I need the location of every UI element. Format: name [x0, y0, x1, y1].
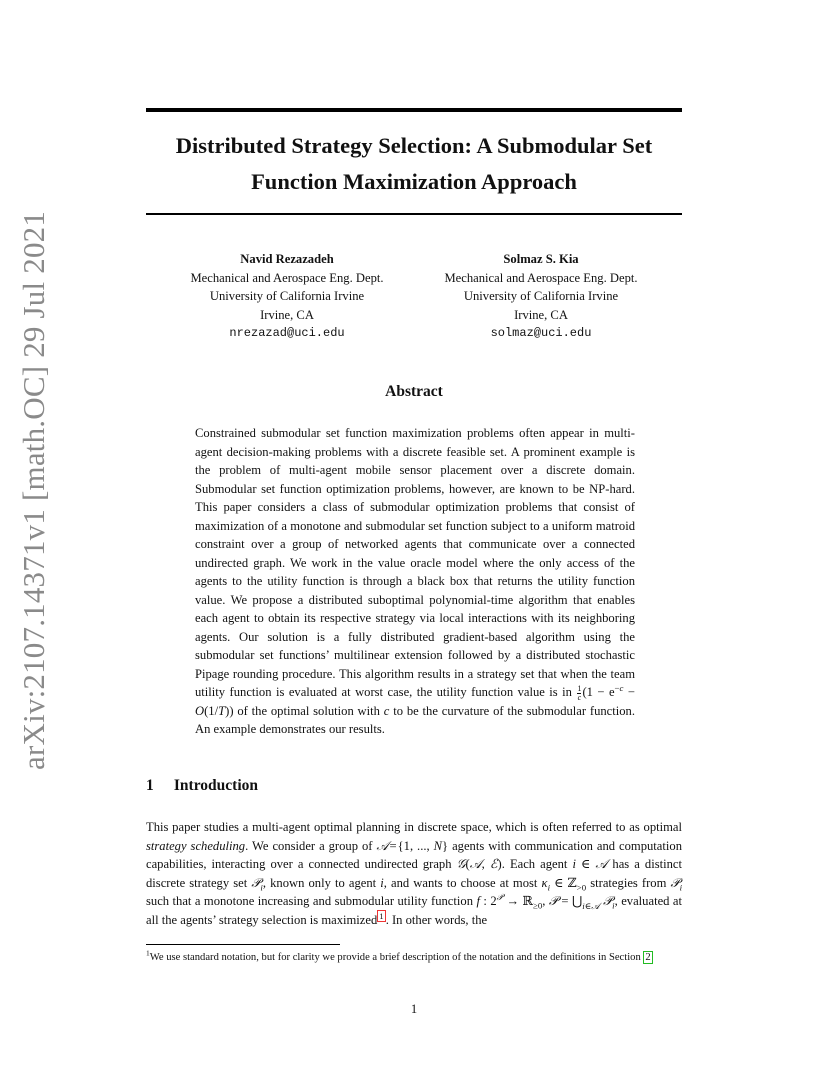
bound-formula: $\frac{1}{c}$ $(1 - e^{-c} - O(1/T))$	[195, 682, 635, 718]
author-block-2	[421, 250, 661, 343]
abstract-body	[195, 424, 635, 739]
formula-agent-set: 𝒜 = {1, ..., N}	[376, 837, 449, 853]
section-number: 1	[146, 777, 154, 794]
arxiv-stamp: arXiv:2107.14371v1 [math.OC] 29 Jul 2021	[16, 210, 51, 770]
paper-title	[146, 128, 682, 200]
footnote-text: We use standard notation, but for clarity we provide a brief description of the notation and the definitions in Section	[149, 952, 641, 963]
title-rule-bottom	[146, 213, 682, 215]
intro-text: agents with communication and computation capabilities, interacting over a connected undirected graph	[146, 838, 682, 872]
footnote-link[interactable]: 1	[379, 910, 384, 921]
author-dept: Mechanical and Aerospace Eng. Dept.	[444, 270, 638, 285]
page-number: 1	[410, 1002, 418, 1016]
intro-text: . We consider a group of	[245, 838, 373, 853]
intro-text: such that a monotone increasing and submodular utility function	[146, 894, 473, 909]
intro-text: , evaluated at all the agents’ strategy selection is maximized	[146, 894, 682, 927]
formula-agent-index: i	[380, 875, 384, 890]
author-name: Solmaz S. Kia	[503, 252, 579, 266]
footnote-rule	[146, 944, 340, 945]
formula-union: 𝒫 = $⋃_{i\in 𝒜}$ 𝒫$_i$	[548, 893, 615, 912]
footnote-mark: 1	[146, 948, 150, 958]
intro-text: . In other words, the	[385, 912, 488, 927]
abstract-text-3: to be the curvature of the submodular function. An example demonstrates our results.	[195, 703, 636, 737]
intro-text: . Each agent	[501, 857, 568, 872]
intro-text: This paper studies a multi-agent optimal planning in discrete space, which is often referred to as optimal	[146, 820, 682, 834]
title-rule-top	[146, 108, 682, 112]
formula-utility: f : $2^𝒫$ → ℝ$_{\ge 0}$,	[476, 893, 546, 911]
author-email[interactable]: solmaz@uci.edu	[490, 326, 592, 340]
author-univ: University of California Irvine	[209, 289, 365, 303]
author-name: Navid Rezazadeh	[240, 252, 334, 266]
title-line-2: Function Maximization Approach	[251, 169, 577, 194]
author-univ: University of California Irvine	[463, 289, 619, 303]
formula-strategy-set: 𝒫$_i$	[670, 874, 683, 893]
formula-agent-member: i ∈ 𝒜	[572, 856, 608, 872]
author-block-1	[167, 250, 407, 343]
emphasis-text: strategy scheduling	[146, 838, 246, 853]
section-title: Introduction	[173, 777, 258, 794]
author-dept: Mechanical and Aerospace Eng. Dept.	[190, 270, 384, 285]
intro-text: , and wants to choose at most	[383, 875, 538, 890]
formula-strategy-set: 𝒫$_i$	[251, 874, 263, 893]
author-city: Irvine, CA	[260, 307, 314, 322]
intro-text: strategies from	[590, 875, 667, 890]
author-city: Irvine, CA	[514, 307, 568, 322]
intro-paragraph	[146, 818, 682, 930]
title-line-1: Distributed Strategy Selection: A Submodular Set	[175, 133, 653, 158]
section-link[interactable]: 2	[645, 952, 651, 963]
intro-text: has a distinct discrete strategy set	[146, 857, 682, 890]
formula-kappa: $\kappa_i$ ∈ ℤ$_{>0}$	[541, 875, 587, 893]
author-email[interactable]: nrezazad@uci.edu	[229, 326, 345, 340]
curvature-symbol: c	[383, 703, 390, 718]
section-heading	[146, 777, 258, 795]
formula-graph: 𝒢(𝒜, ℰ)	[456, 856, 502, 872]
abstract-text-2: of the optimal solution with	[237, 703, 380, 718]
intro-text: , known only to agent	[262, 875, 377, 890]
abstract-heading: Abstract	[385, 383, 443, 400]
footnote	[146, 950, 682, 965]
abstract-text-1: Constrained submodular set function maximization problems often appear in multi-agent decision-making problems with a discrete feasible set. A prominent example is the problem of multi-agent mobile sensor placement over a discrete domain. Submodular set function optimization problems, however, are known to be NP-hard. This paper considers a class of submodular optimization problems that consist of maximization of a monotone and submodular set function subject to a uniform matroid constraint over a group of networked agents that communicate over a connected undirected graph. We work in the value oracle model where the only access of the agents to the utility function is through a black box that returns the utility function value. We propose a distributed suboptimal polynomial-time algorithm that enables each agent to obtain its respective strategy via local interactions with its neighboring agents. Our solution is a fully distributed gradient-based algorithm using the submodular set functions’ multilinear extension followed by a distributed stochastic Pipage rounding procedure. This algorithm results in a strategy set that when the team utility function is evaluated at worst case, the utility function value is in	[195, 426, 635, 699]
